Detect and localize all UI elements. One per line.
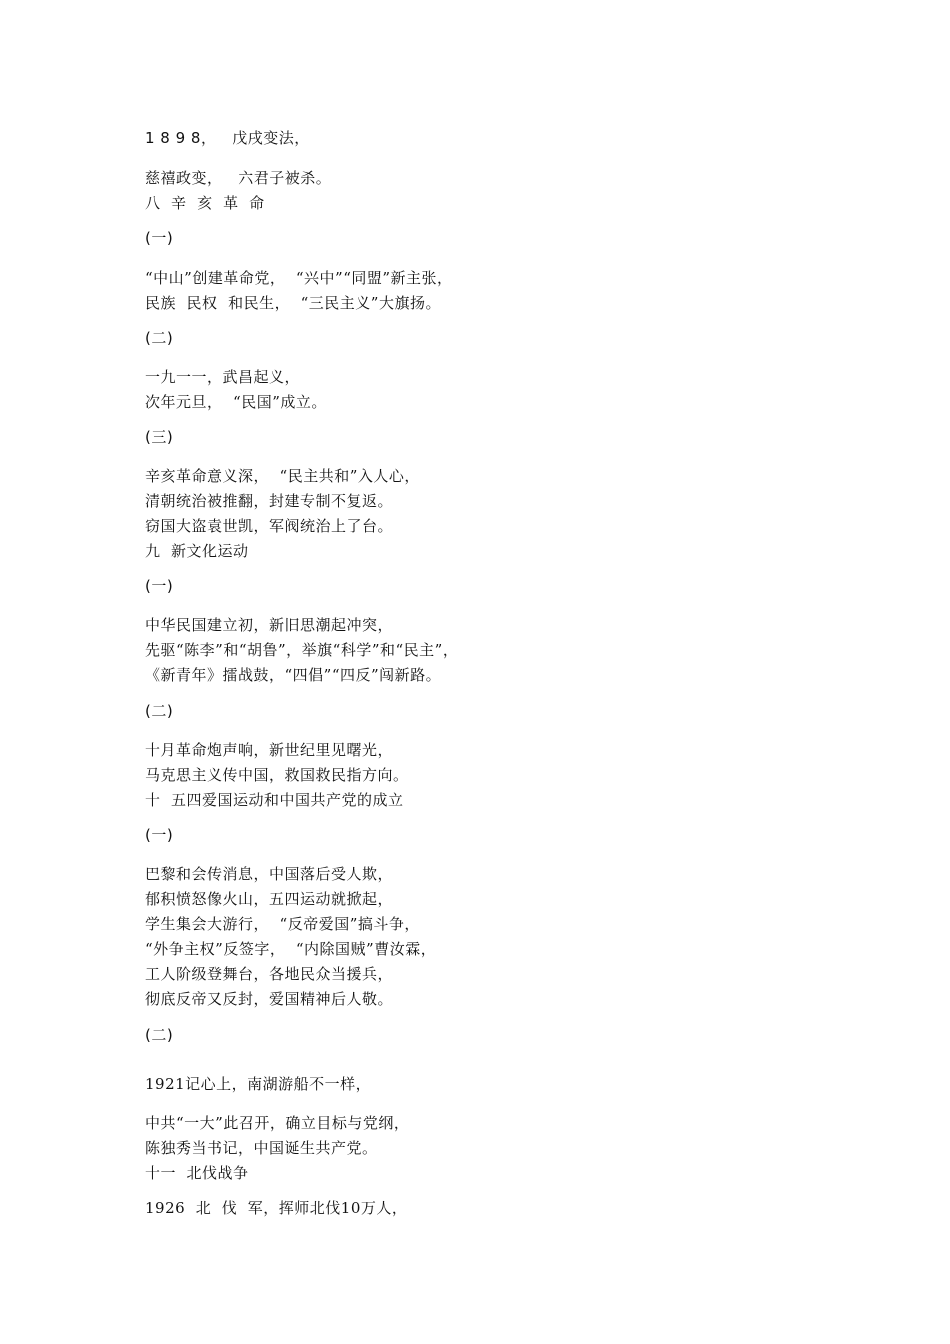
- subsection-label: (二): [145, 329, 174, 347]
- text-line: 民族 民权 和民生， “三民主义”大旗扬。: [145, 294, 441, 312]
- subsection-label: (一): [145, 826, 174, 844]
- text-line: 工人阶级登舞台，各地民众当援兵，: [145, 965, 394, 983]
- text-line: 1921记心上，南湖游船不一样，: [145, 1075, 372, 1093]
- text-line: “外争主权”反签字， “内除国贼”曹汝霖，: [145, 940, 437, 958]
- section-heading: 十一 北伐战争: [145, 1164, 249, 1182]
- text-line: “中山”创建革命党， “兴中”“同盟”新主张，: [145, 269, 453, 287]
- text-line: 先驱“陈李”和“胡鲁”，举旗“科学”和“民主”，: [145, 641, 459, 659]
- subsection-label: (一): [145, 229, 174, 247]
- section-heading: 八 辛 亥 革 命: [145, 194, 265, 212]
- text-line: 郁积愤怒像火山，五四运动就掀起，: [145, 890, 394, 908]
- text-line: 学生集会大游行， “反帝爱国”搞斗争，: [145, 915, 420, 933]
- section-heading: 十 五四爱国运动和中国共产党的成立: [145, 791, 404, 809]
- text-line: 清朝统治被推翻，封建专制不复返。: [145, 492, 394, 510]
- text-line: 中共“一大”此召开，确立目标与党纲，: [145, 1114, 410, 1132]
- subsection-label: (二): [145, 702, 174, 720]
- text-line: 陈独秀当书记，中国诞生共产党。: [145, 1139, 378, 1157]
- text-line: 辛亥革命意义深， “民主共和”入人心，: [145, 467, 420, 485]
- text-line: 一九一一，武昌起义，: [145, 368, 301, 386]
- text-line: 中华民国建立初，新旧思潮起冲突，: [145, 616, 394, 634]
- text-line: 十月革命炮声响，新世纪里见曙光，: [145, 741, 394, 759]
- text-line: 次年元旦， “民国”成立。: [145, 393, 327, 411]
- text-line: 1 8 9 8， 戊戌变法，: [145, 129, 310, 147]
- text-line: 慈禧政变， 六君子被杀。: [145, 169, 332, 187]
- text-line: 《新青年》擂战鼓，“四倡”“四反”闯新路。: [145, 666, 442, 684]
- text-line: 马克思主义传中国，救国救民指方向。: [145, 766, 409, 784]
- text-line: 1926 北 伐 军，挥师北伐10万人，: [145, 1199, 408, 1217]
- section-heading: 九 新文化运动: [145, 542, 249, 560]
- text-line: 窃国大盗袁世凯，军阀统治上了台。: [145, 517, 394, 535]
- subsection-label: (三): [145, 428, 174, 446]
- subsection-label: (二): [145, 1026, 174, 1044]
- text-line: 彻底反帝又反封，爱国精神后人敬。: [145, 990, 394, 1008]
- subsection-label: (一): [145, 577, 174, 595]
- text-line: 巴黎和会传消息，中国落后受人欺，: [145, 865, 394, 883]
